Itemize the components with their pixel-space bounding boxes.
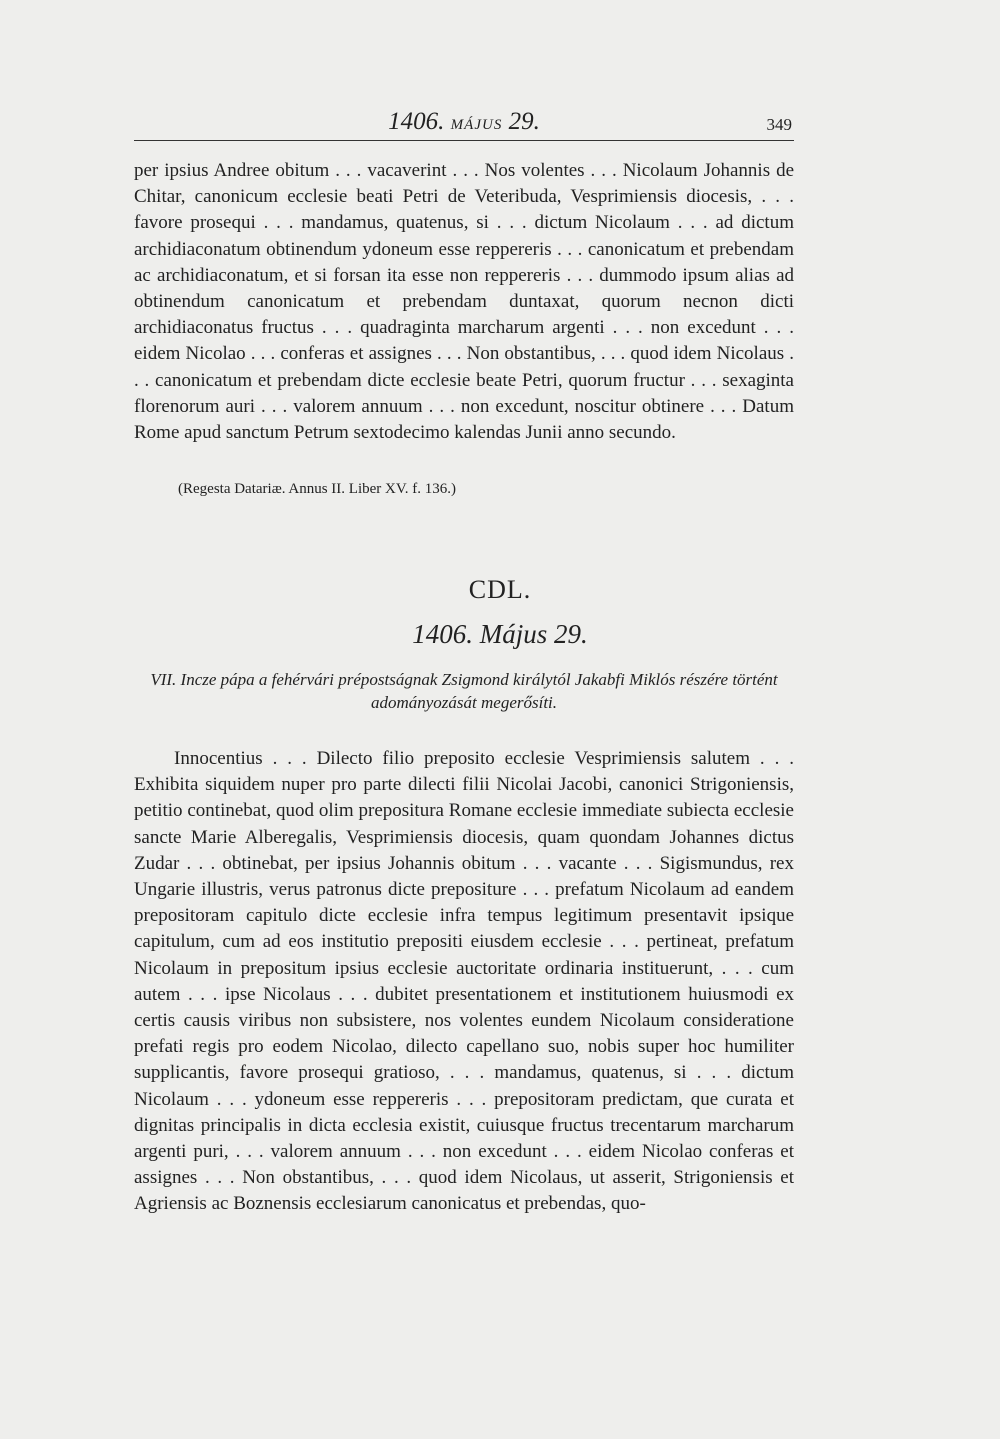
header-month: MÁJUS	[450, 117, 503, 133]
document-number: CDL.	[468, 575, 532, 604]
page-number: 349	[766, 115, 792, 134]
header-day: 29.	[508, 108, 540, 135]
paragraph-continued: per ipsius Andree obitum . . . vacaverint . . . Nos volentes . . . Nicolaum Johannis de Chitar, canonicum ecclesie beati Petri de Veteribuda, Vesprimiensis diocesis, . . . favore prosequi . . . mandamus, quatenus, si . . . dictum Nicolaum . . . ad dictum archidiaconatum obtinendum ydoneum esse reppereris . . . canonicatum et prebendam ac archidiaconatum, et si forsan ita esse non reppereris . . . dummodo ipsum alias ad obtinendum canonicatum et prebendam duntaxat, quorum necnon dicti archidiaconatus fructus . . . quadraginta marcharum argenti . . . non excedunt . . . eidem Nicolao . . . conferas et assignes . . . Non obstantibus, . . . quod idem Nicolaus . . . canonicatum et prebendam dicte ecclesie beate Petri, quorum fructur . . . sexaginta florenorum auri . . . valorem annuum . . . non excedunt, noscitur obtinere . . . Datum Rome apud sanctum Petrum sextodecimo kalendas Junii anno secundo.	[134, 160, 794, 444]
header-year: 1406.	[388, 108, 445, 135]
document-summary: VII. Incze pápa a fehérvári prépostságnak Zsigmond királytól Jakabfi Miklós részére történt adományozását megerősíti.	[150, 670, 778, 712]
document-body: Innocentius . . . Dilecto filio preposito ecclesie Vesprimiensis salutem . . . Exhibita siquidem nuper pro parte dilecti filii Nicolai Jacobi, canonici Strigoniensis, petitio continebat, quod olim prepositura Romane ecclesie immediate subiecta ecclesie sancte Marie Alberegalis, Vesprimiensis diocesis, quam quondam Johannes dictus Zudar . . . obtinebat, per ipsius Johannis obitum . . . vacante . . . Sigismundus, rex Ungarie illustris, verus patronus dicte prepositure . . . prefatum Nicolaum ad eandem prepositoram capitulo dicte ecclesie infra tempus legitimum presentavit ipsique capitulum, cum ad eos institutio prepositi eiusdem ecclesie . . . pertineat, prefatum Nicolaum in prepositum ipsius ecclesie auctoritate ordinaria instituerunt, . . . cum autem . . . ipse Nicolaus . . . dubitet presentationem et institutionem huiusmodi ex certis causis viribus non subsistere, nos volentes eundem Nicolaum consideratione prefati regis pro eodem Nicolao, dilecto capellano suo, nobis super hoc humiliter supplicantis, favore prosequi gratioso, . . . mandamus, quatenus, si . . . dictum Nicolaum . . . ydoneum esse reppereris . . . prepositoram predictam, que curata et dignitas principalis in dicta ecclesia existit, cuiusque fructus trecentarum marcharum argenti puri, . . . valorem annuum . . . non excedunt . . . eidem Nicolao conferas et assignes . . . Non obstantibus, . . . quod idem Nicolaus, ut asserit, Strigoniensis et Agriensis ac Boznensis ecclesiarum canonicatus et prebendas, quo-	[134, 748, 794, 1215]
running-head	[134, 104, 794, 141]
source-note: (Regesta Datariæ. Annus II. Liber XV. f. 136.)	[178, 481, 456, 497]
document-date: 1406. Május 29.	[412, 619, 588, 649]
running-head-title	[134, 108, 794, 136]
